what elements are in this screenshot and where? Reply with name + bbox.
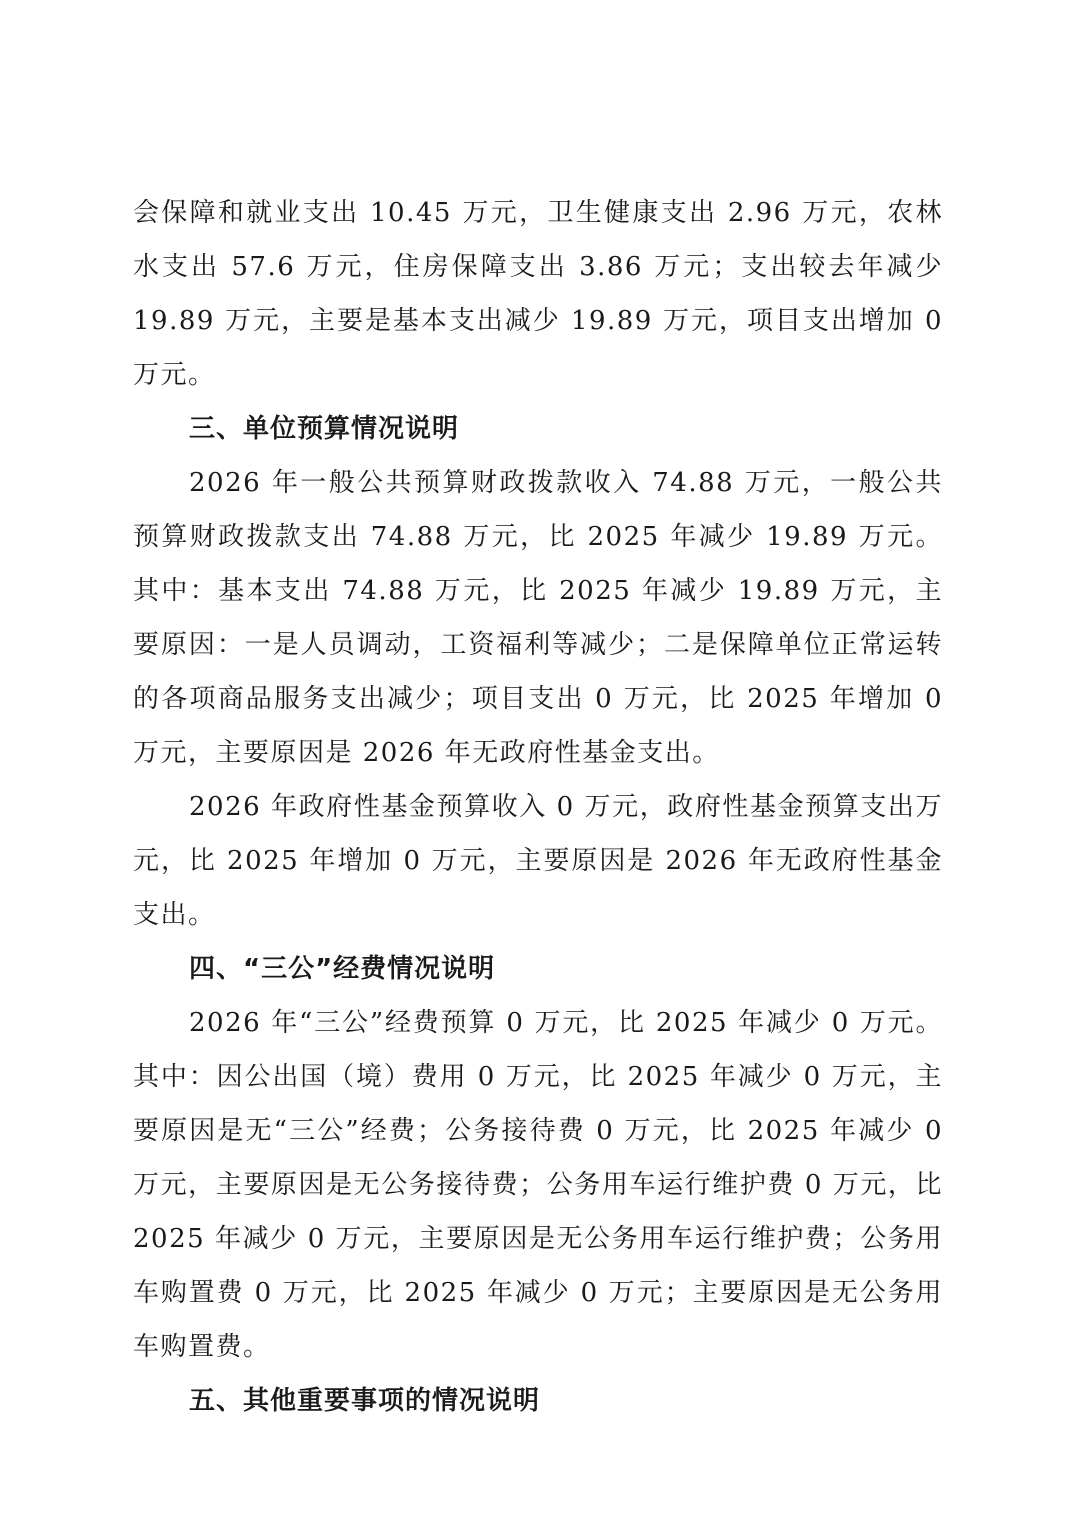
paragraph-three-public-expenses: 2026 年“三公”经费预算 0 万元，比 2025 年减少 0 万元。其中：因公出国（境）费用 0 万元，比 2025 年减少 0 万元，主要原因是无“三公”经费；公务接待费 0 万元，比 2025 年减少 0 万元，主要原因是无公务接待费；公务用车运行维护费 0 万元，比 2025 年减少 0 万元，主要原因是无公务用车运行维护费；公务用车购置费 0 万元，比 2025 年减少 0 万元；主要原因是无公务用车购置费。: [133, 1008, 943, 1362]
heading-three-public-expenses: 四、“三公”经费情况说明: [189, 954, 496, 984]
heading-unit-budget: 三、单位预算情况说明: [189, 414, 460, 444]
document-page: [133, 186, 943, 1428]
paragraph-government-fund: 2026 年政府性基金预算收入 0 万元，政府性基金预算支出万元，比 2025 年增加 0 万元，主要原因是 2026 年无政府性基金支出。: [133, 792, 943, 930]
heading-other-matters: 五、其他重要事项的情况说明: [189, 1386, 541, 1416]
paragraph-social-security: 会保障和就业支出 10.45 万元，卫生健康支出 2.96 万元，农林水支出 57.6 万元，住房保障支出 3.86 万元；支出较去年减少 19.89 万元，主要是基本支出减少 19.89 万元，项目支出增加 0 万元。: [133, 198, 943, 390]
paragraph-general-budget: 2026 年一般公共预算财政拨款收入 74.88 万元，一般公共预算财政拨款支出 74.88 万元，比 2025 年减少 19.89 万元。其中：基本支出 74.88 万元，比 2025 年减少 19.89 万元，主要原因：一是人员调动，工资福利等减少；二是保障单位正常运转的各项商品服务支出减少；项目支出 0 万元，比 2025 年增加 0 万元，主要原因是 2026 年无政府性基金支出。: [133, 468, 943, 768]
